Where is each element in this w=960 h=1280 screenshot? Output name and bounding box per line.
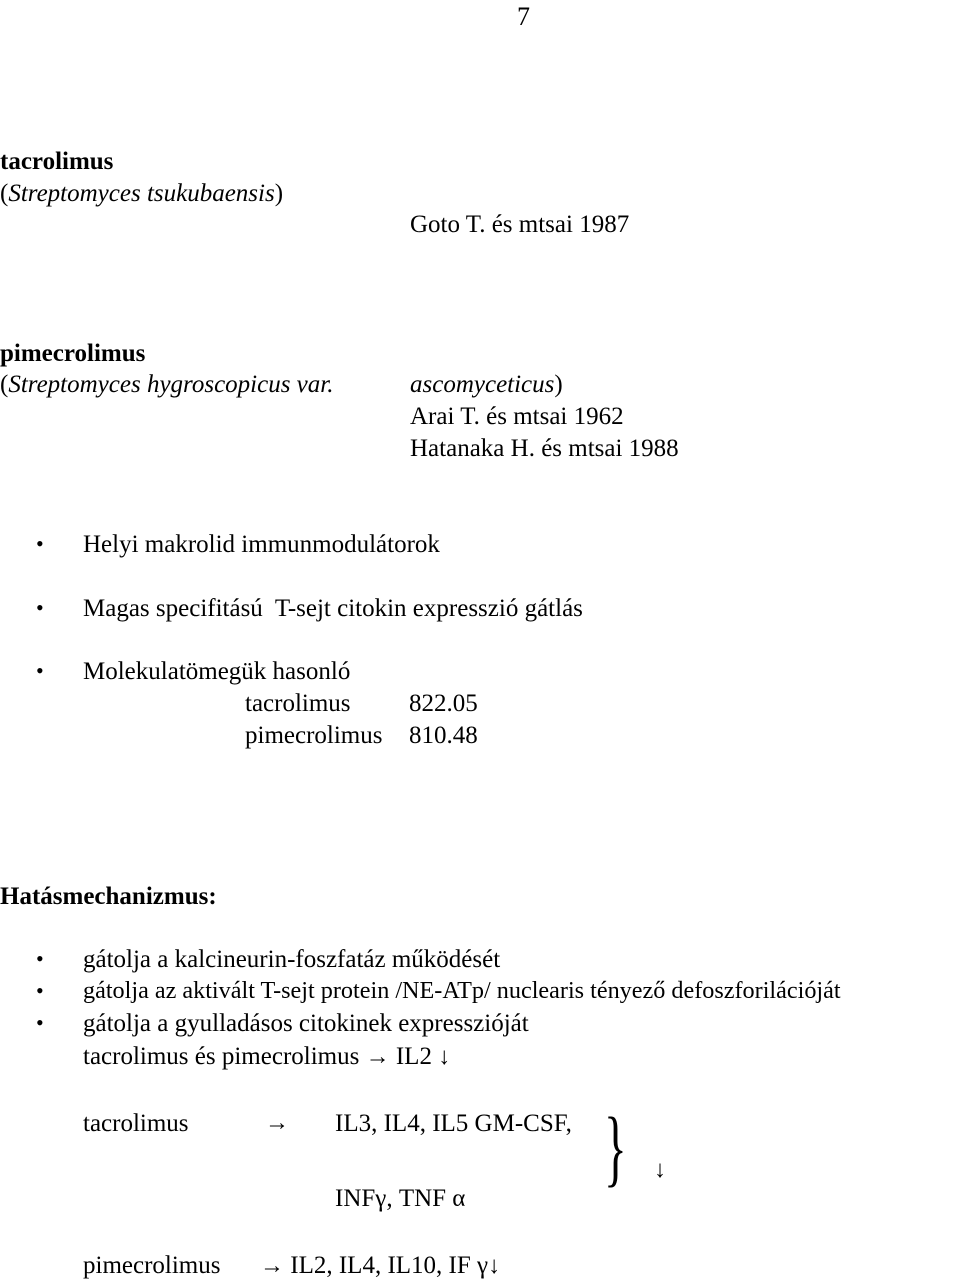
right-arrow-icon: → (365, 1044, 390, 1070)
bullet-icon: • (36, 1010, 44, 1035)
tacrolimus-reference: Goto T. és mtsai 1987 (410, 211, 630, 238)
down-arrow-icon: ↓ (438, 1044, 451, 1070)
source-organism: Streptomyces hygroscopicus var. (8, 371, 334, 398)
pimecrolimus-subject: pimecrolimus (83, 1252, 221, 1279)
bullet-icon: • (36, 531, 44, 556)
source-close-paren: ) (554, 371, 563, 398)
subject: tacrolimus és pimecrolimus (83, 1043, 360, 1070)
pimecrolimus-reference: Hatanaka H. és mtsai 1988 (410, 435, 679, 462)
source-organism: Streptomyces tsukubaensis (8, 180, 275, 207)
tacrolimus-targets-1: IL3, IL4, IL5 GM-CSF, (335, 1110, 572, 1137)
property-item: Magas specifitású T-sejt citokin expresszió gátlás (83, 595, 583, 622)
weight-value: 822.05 (409, 690, 478, 717)
mechanism-item: gátolja a kalcineurin-foszfatáz működését (83, 946, 501, 973)
both-drugs-line (83, 1044, 450, 1069)
down-arrow-icon: ↓ (488, 1253, 501, 1279)
property-item: Molekulatömegük hasonló (83, 658, 351, 685)
right-arrow-icon: → (260, 1253, 284, 1279)
right-arrow-icon: → (265, 1110, 289, 1136)
bullet-icon: • (36, 946, 44, 971)
source-open-paren: ( (0, 180, 9, 207)
curly-brace-icon: } (604, 1099, 627, 1195)
mechanism-heading: Hatásmechanizmus: (0, 883, 217, 910)
targets: IL2, IL4, IL10, IF γ (290, 1252, 489, 1279)
pimecrolimus-effect (260, 1253, 500, 1278)
bullet-icon: • (36, 658, 44, 683)
mechanism-item: gátolja az aktivált T-sejt protein /NE-ATp/ nuclearis tényező defoszforilációját (83, 977, 841, 1004)
source-open-paren: ( (0, 371, 9, 398)
source-variety: ascomyceticus (410, 371, 555, 398)
weight-name: tacrolimus (245, 690, 351, 717)
mechanism-item: gátolja a gyulladásos citokinek expresszióját (83, 1010, 529, 1037)
pimecrolimus-source-part2 (410, 372, 563, 397)
pimecrolimus-reference: Arai T. és mtsai 1962 (410, 403, 624, 430)
tacrolimus-targets-2: INFγ, TNF α (335, 1185, 466, 1212)
down-arrow-icon: ↓ (654, 1157, 666, 1183)
weight-name: pimecrolimus (245, 722, 383, 749)
tacrolimus-source (0, 181, 283, 206)
bullet-icon: • (36, 978, 44, 1003)
pimecrolimus-source-part1 (0, 372, 334, 397)
source-close-paren: ) (274, 180, 284, 207)
drug-name-pimecrolimus: pimecrolimus (0, 340, 146, 367)
target: IL2 (395, 1043, 432, 1070)
bullet-icon: • (36, 595, 44, 620)
page-number: 7 (517, 2, 530, 31)
tacrolimus-subject: tacrolimus (83, 1110, 189, 1137)
weight-value: 810.48 (409, 722, 478, 749)
property-item: Helyi makrolid immunmodulátorok (83, 531, 440, 558)
drug-name-tacrolimus: tacrolimus (0, 148, 114, 175)
